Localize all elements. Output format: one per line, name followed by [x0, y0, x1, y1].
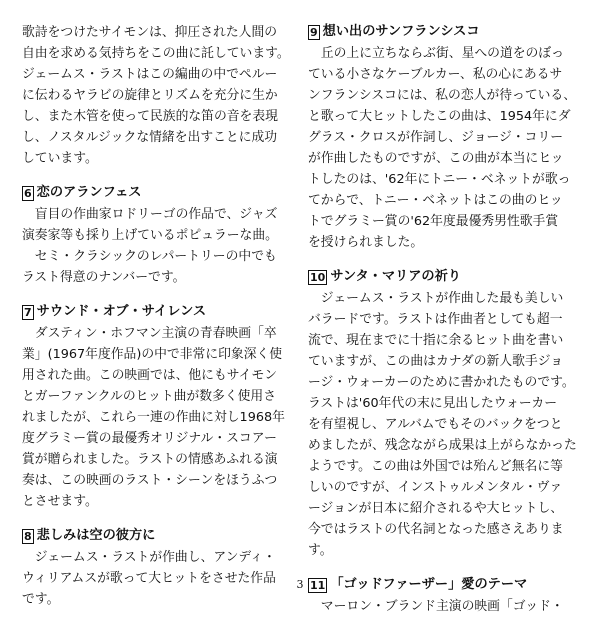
section-title: サウンド・オブ・サイレンス — [36, 304, 207, 319]
section-number-box: 8 — [24, 529, 32, 543]
section-body: ジェームス・ラストが作曲し、アンディ・ ウィリアムスが歌って大ヒットをさせた作品 です。 — [22, 550, 276, 607]
section-8 — [22, 526, 290, 610]
section-heading — [308, 267, 582, 287]
section-title: 悲しみは空の彼方に — [36, 528, 156, 543]
section-title: 想い出のサンフランシスコ — [322, 24, 480, 39]
section-body: 丘の上に立ちならぶ街、星への道をのぼっ ている小さなケーブルカー、私の心にあるサ ンフランシスコには、私の恋人が待っている、 と歌って大ヒットしたこの曲は、1954年にダ グラス・クロスが作詞し、ジョージ・コリー が作曲したものですが、この曲が本当にヒッ トしたのは、'62年にトニー・ベネットが歌っ てからで、トニー・ベネットはこの曲のヒッ トでグラミー賞の'62年度最優秀男性歌手賞 を授けられました。 — [308, 46, 577, 250]
section-body: マーロン・ブランド主演の映画「ゴッド・ — [308, 599, 564, 614]
section-body: 盲目の作曲家ロドリーゴの作品で、ジャズ 演奏家等も採り上げているポピュラーな曲。 セミ・クラシックのレパートリーの中でも ラスト得意のナンバーです。 — [22, 207, 278, 285]
right-column — [308, 22, 582, 631]
section-6 — [22, 183, 290, 288]
section-number-box: 9 — [310, 25, 318, 39]
intro-paragraph: 歌詩をつけたサイモンは、抑圧された人間の 自由を求める気持ちをこの曲に託しています。 ジェームス・ラストはこの編曲の中でペルー に伝わるヤラビの旋律とリズムを充分に生か し、また木管を使って民族的な笛の音を表現 し、ノスタルジックな情緒を出すことに成功 しています。 — [22, 25, 290, 166]
left-column — [22, 22, 290, 624]
section-title: 恋のアランフェス — [36, 185, 142, 200]
section-body: ダスティン・ホフマン主演の青春映画「卒 業」(1967年度作品)の中で非常に印象深く使 用された曲。この映画では、他にもサイモン とガーファンクルのヒット曲が数多く使用さ れましたが、これら一連の作曲に対し1968年 度グラミー賞の最優秀オリジナル・スコアー 賞が贈られました。ラストの情感あふれる演 奏は、この映画のラスト・シーンをほうふつ とさせます。 — [22, 326, 285, 509]
page-number: 3 — [296, 578, 304, 591]
section-number-box: 10 — [310, 270, 326, 284]
section-title: 「ゴッドファーザー」愛のテーマ — [330, 577, 528, 592]
section-heading — [22, 302, 290, 322]
section-9 — [308, 22, 582, 253]
section-body: ジェームス・ラストが作曲した最も美しい バラードです。ラストは作曲者としても超一 流で、現在までに十指に余るヒット曲を書い ていますが、この曲はカナダの新人歌手ジョ ージ・ウォーカーのために書かれたものです。 ラストは'60年代の末に見出したウォーカー を有望視し、アルバムでもそのバックをつと めましたが、残念ながら成果は上がらなかった ようです。この曲は外国では殆んど無名に等 しいのですが、インストゥルメンタル・ヴァ ージョンが日本に紹介されるや大ヒットし、 今ではラストの代名詞となった感さえありま す。 — [308, 291, 577, 558]
section-heading — [308, 22, 582, 42]
section-heading — [22, 526, 290, 546]
section-number-box: 6 — [24, 186, 32, 200]
section-10 — [308, 267, 582, 561]
section-7 — [22, 302, 290, 512]
section-number-box: 7 — [24, 305, 32, 319]
section-heading — [22, 183, 290, 203]
section-number-box: 11 — [310, 578, 326, 592]
section-title: サンタ・マリアの祈り — [330, 269, 461, 284]
